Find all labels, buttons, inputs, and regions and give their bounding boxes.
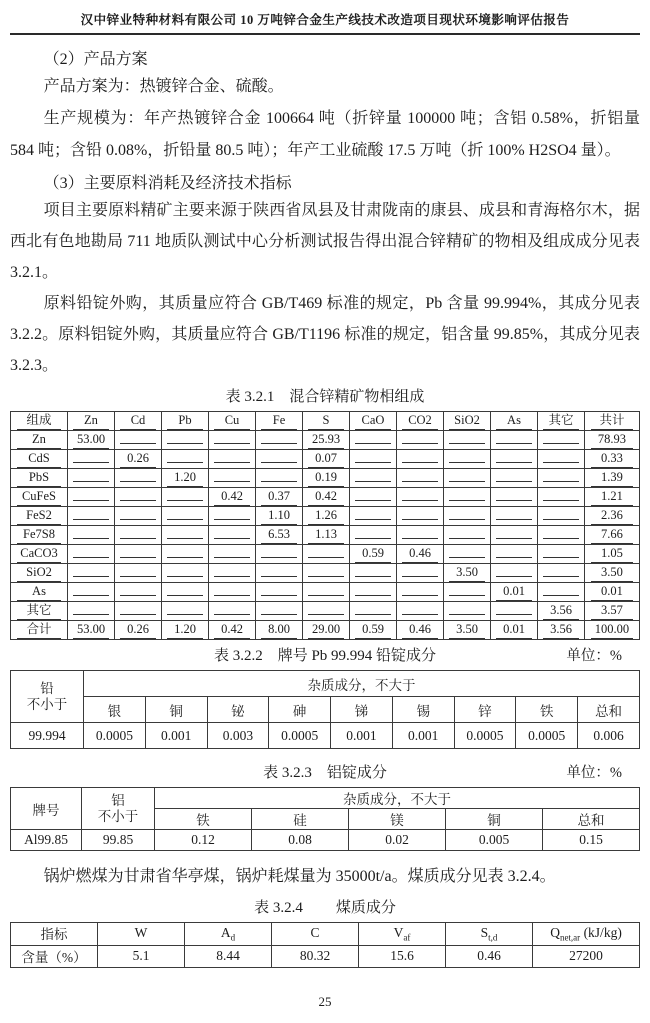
table-cell: CuFeS	[11, 488, 68, 507]
table-caption-title: 混合锌精矿物相组成	[289, 389, 425, 405]
table-cell	[209, 507, 256, 526]
header-cell: As	[491, 412, 538, 431]
table-cell	[68, 602, 115, 621]
table-cell	[256, 469, 303, 488]
table-cell: 100.00	[585, 621, 640, 640]
t322-col: 总和	[578, 697, 640, 723]
table-cell	[350, 526, 397, 545]
table-cell: 1.13	[303, 526, 350, 545]
header-cell: SiO2	[444, 412, 491, 431]
table-cell	[444, 545, 491, 564]
table-cell	[397, 526, 444, 545]
table-cell	[303, 602, 350, 621]
table-cell	[303, 583, 350, 602]
table-cell: 0.59	[350, 545, 397, 564]
table-cell	[256, 545, 303, 564]
t323-data-row	[11, 830, 640, 851]
table-caption-322	[10, 646, 640, 666]
table-cell	[491, 450, 538, 469]
table-cell	[209, 431, 256, 450]
table-cell	[350, 431, 397, 450]
table-cell: 3.56	[538, 621, 585, 640]
table-cell	[491, 564, 538, 583]
table-cell: 0.01	[585, 583, 640, 602]
table-cell	[209, 469, 256, 488]
table-cell: 0.42	[209, 621, 256, 640]
t322-col: 铁	[516, 697, 578, 723]
t323-col: 镁	[349, 809, 446, 830]
table-cell	[115, 488, 162, 507]
t322-cell: 0.0005	[269, 723, 331, 749]
table-cell	[491, 431, 538, 450]
header-cell: Fe	[256, 412, 303, 431]
t322-impurity-header: 杂质成分，不大于	[84, 671, 640, 697]
table-cell: 8.00	[256, 621, 303, 640]
t322-col: 铋	[207, 697, 269, 723]
table-cell	[115, 526, 162, 545]
header-cell: CO2	[397, 412, 444, 431]
table-row	[11, 488, 640, 507]
table-cell	[256, 431, 303, 450]
table-cell: 0.42	[209, 488, 256, 507]
table-cell	[115, 431, 162, 450]
t322-cell: 0.006	[578, 723, 640, 749]
table-cell	[256, 602, 303, 621]
table-cell	[256, 583, 303, 602]
table-cell	[397, 469, 444, 488]
t324-cell: 8.44	[185, 945, 272, 967]
header-cell: 其它	[538, 412, 585, 431]
table-caption-324	[10, 898, 640, 918]
table-cell	[444, 602, 491, 621]
table-cell: 0.01	[491, 583, 538, 602]
table-cell	[303, 545, 350, 564]
table-cell	[538, 564, 585, 583]
t324-column-headers	[11, 923, 640, 946]
table-cell: 0.01	[491, 621, 538, 640]
table-cell	[256, 450, 303, 469]
table-cell	[162, 602, 209, 621]
table-cell: 0.46	[397, 545, 444, 564]
table-cell	[350, 469, 397, 488]
table-cell	[538, 507, 585, 526]
t323-cell: 0.08	[252, 830, 349, 851]
table-cell	[444, 488, 491, 507]
table-cell: 0.19	[303, 469, 350, 488]
table-cell: As	[11, 583, 68, 602]
t323-cell: 0.005	[446, 830, 543, 851]
table-cell	[350, 507, 397, 526]
table-cell	[538, 583, 585, 602]
t322-cell: 0.0005	[516, 723, 578, 749]
table-caption-title: 牌号 Pb 99.994 铅锭成分	[277, 648, 437, 664]
t323-al-header: 铝 不小于	[82, 788, 155, 830]
table-cell	[115, 564, 162, 583]
table-cell	[209, 564, 256, 583]
t322-column-headers	[11, 697, 640, 723]
t324-col: $Q_{net,ar}$ (kJ/kg)	[533, 923, 640, 946]
table-cell	[538, 488, 585, 507]
table-cell: 53.00	[68, 621, 115, 640]
t323-col: 硅	[252, 809, 349, 830]
table-cell: 合计	[11, 621, 68, 640]
table-cell: 0.42	[303, 488, 350, 507]
t324-col: $V_{af}$	[359, 923, 446, 946]
table-cell: PbS	[11, 469, 68, 488]
table-cell: 1.05	[585, 545, 640, 564]
paragraph-product-plan: 产品方案为：热镀锌合金、硫酸。	[43, 78, 284, 95]
table-cell: 3.50	[444, 564, 491, 583]
t324-cell: 5.1	[98, 945, 185, 967]
table-cell	[162, 545, 209, 564]
t322-cell: 0.001	[392, 723, 454, 749]
t323-col: 铁	[155, 809, 252, 830]
table-cell: Zn	[11, 431, 68, 450]
header-cell: Zn	[68, 412, 115, 431]
table-cell	[115, 507, 162, 526]
table-row	[11, 507, 640, 526]
table-cell	[256, 564, 303, 583]
table-cell: 0.07	[303, 450, 350, 469]
table-cell	[491, 602, 538, 621]
table-cell: Fe7S8	[11, 526, 68, 545]
table-cell: 25.93	[303, 431, 350, 450]
table-cell: CdS	[11, 450, 68, 469]
t323-brand-header: 牌号	[11, 788, 82, 830]
header-cell: 共计	[585, 412, 640, 431]
table-cell	[162, 564, 209, 583]
table-cell	[444, 431, 491, 450]
table-cell	[350, 583, 397, 602]
table-cell: 0.37	[256, 488, 303, 507]
table-row	[11, 431, 640, 450]
table-row	[11, 469, 640, 488]
table-cell	[68, 564, 115, 583]
table-caption-321	[10, 387, 640, 407]
table-cell: 3.56	[538, 602, 585, 621]
header-cell: 组成	[11, 412, 68, 431]
table-row	[11, 526, 640, 545]
t322-data-row	[11, 723, 640, 749]
aluminum-ingot-table	[10, 787, 640, 851]
table-cell	[491, 469, 538, 488]
t324-cell: 0.46	[446, 945, 533, 967]
table-cell: 78.93	[585, 431, 640, 450]
table-cell	[209, 545, 256, 564]
t322-cell: 0.001	[331, 723, 393, 749]
header-cell: S	[303, 412, 350, 431]
table-cell: 0.33	[585, 450, 640, 469]
t324-col: W	[98, 923, 185, 946]
t322-col: 铜	[145, 697, 207, 723]
t323-impurity-header: 杂质成分，不大于	[155, 788, 640, 809]
unit-label: 单位：%	[566, 648, 622, 664]
lead-ingot-table	[10, 670, 640, 749]
t324-col: C	[272, 923, 359, 946]
table-cell: 1.10	[256, 507, 303, 526]
t322-col: 银	[84, 697, 146, 723]
zinc-phase-table	[10, 411, 640, 640]
table-cell: 2.36	[585, 507, 640, 526]
table-cell	[444, 469, 491, 488]
table-cell	[444, 583, 491, 602]
table-cell	[303, 564, 350, 583]
table-cell	[538, 469, 585, 488]
table-row	[11, 602, 640, 621]
table-cell	[162, 583, 209, 602]
header-cell: Cd	[115, 412, 162, 431]
t324-cell: 15.6	[359, 945, 446, 967]
table-cell	[397, 488, 444, 507]
t324-cell: 80.32	[272, 945, 359, 967]
table-cell	[350, 488, 397, 507]
table-cell	[350, 602, 397, 621]
table-cell	[162, 431, 209, 450]
header-cell: Pb	[162, 412, 209, 431]
section-heading-materials: （3）主要原料消耗及经济技术指标	[43, 175, 292, 192]
table-cell	[538, 526, 585, 545]
table-header-row	[11, 412, 640, 431]
table-cell	[68, 526, 115, 545]
table-cell	[68, 469, 115, 488]
table-caption-323	[10, 763, 640, 783]
table-caption-title: 铝锭成分	[326, 765, 387, 781]
table-cell: SiO2	[11, 564, 68, 583]
table-cell	[115, 469, 162, 488]
t324-cell: 含量（%）	[11, 945, 98, 967]
table-caption-title: 煤质成分	[335, 900, 396, 916]
table-cell	[209, 450, 256, 469]
table-cell	[115, 583, 162, 602]
t324-cell: 27200	[533, 945, 640, 967]
table-cell	[397, 450, 444, 469]
table-row	[11, 621, 640, 640]
table-cell	[209, 583, 256, 602]
table-cell	[68, 545, 115, 564]
table-row	[11, 583, 640, 602]
table-cell	[538, 545, 585, 564]
table-row	[11, 545, 640, 564]
table-cell	[209, 602, 256, 621]
table-caption-label: 表 3.2.3	[263, 765, 312, 781]
table-cell: CaCO3	[11, 545, 68, 564]
table-cell	[162, 507, 209, 526]
t323-col: 总和	[543, 809, 640, 830]
table-cell: 3.50	[585, 564, 640, 583]
t322-cell: 0.0005	[454, 723, 516, 749]
table-cell	[397, 564, 444, 583]
table-caption-label: 表 3.2.2	[213, 648, 263, 664]
table-cell	[68, 488, 115, 507]
t322-col: 锌	[454, 697, 516, 723]
table-cell	[115, 545, 162, 564]
table-cell	[444, 526, 491, 545]
table-cell	[444, 450, 491, 469]
t323-cell: 99.85	[82, 830, 155, 851]
t322-cell: 0.001	[145, 723, 207, 749]
paragraph-ore-source: 项目主要原料精矿主要来源于陕西省凤县及甘肃陇南的康县、成县和青海格尔木，据西北有色地勘局 711 地质队测试中心分析测试报告得出混合锌精矿的物相及组成成分见表 3.2.1。	[10, 202, 640, 281]
t322-cell: 0.0005	[84, 723, 146, 749]
t324-data-row	[11, 945, 640, 967]
table-cell	[68, 583, 115, 602]
table-cell	[350, 450, 397, 469]
table-cell	[538, 450, 585, 469]
t322-col: 砷	[269, 697, 331, 723]
t323-col: 铜	[446, 809, 543, 830]
table-cell: 1.39	[585, 469, 640, 488]
table-caption-label: 表 3.2.4	[254, 900, 303, 916]
table-cell: 3.50	[444, 621, 491, 640]
t324-col: $S_{t,d}$	[446, 923, 533, 946]
table-cell	[68, 450, 115, 469]
paragraph-boiler-coal: 锅炉燃煤为甘肃省华亭煤，锅炉耗煤量为 35000t/a。煤质成分见表 3.2.4。	[43, 868, 556, 885]
coal-quality-table	[10, 922, 640, 968]
section-heading-products: （2）产品方案	[43, 51, 148, 68]
table-cell: 0.59	[350, 621, 397, 640]
t322-lead-header: 铅 不小于	[11, 671, 84, 723]
paragraph-ingot-purchase: 原料铅锭外购，其质量应符合 GB/T469 标准的规定，Pb 含量 99.994%，其成分见表 3.2.2。原料铝锭外购，其质量应符合 GB/T1196 标准的规定，铝含量 99.85%，其成分见表 3.2.3。	[10, 295, 640, 374]
t323-cell: 0.15	[543, 830, 640, 851]
table-cell	[162, 526, 209, 545]
table-cell: 0.26	[115, 450, 162, 469]
table-cell	[538, 431, 585, 450]
table-cell	[209, 526, 256, 545]
table-cell: 1.21	[585, 488, 640, 507]
table-row	[11, 450, 640, 469]
table-cell	[397, 507, 444, 526]
table-cell	[162, 488, 209, 507]
table-cell: 6.53	[256, 526, 303, 545]
table-cell: 0.46	[397, 621, 444, 640]
table-cell	[397, 583, 444, 602]
table-cell	[162, 450, 209, 469]
t322-col: 锡	[392, 697, 454, 723]
table-cell	[491, 507, 538, 526]
header-cell: Cu	[209, 412, 256, 431]
running-header: 汉中锌业特种材料有限公司 10 万吨锌合金生产线技术改造项目现状环境影响评估报告	[10, 8, 640, 35]
t324-col: 指标	[11, 923, 98, 946]
table-cell	[68, 507, 115, 526]
t322-col: 锑	[331, 697, 393, 723]
table-cell: FeS2	[11, 507, 68, 526]
table-cell	[115, 602, 162, 621]
table-row	[11, 564, 640, 583]
table-cell: 0.26	[115, 621, 162, 640]
t323-cell: Al99.85	[11, 830, 82, 851]
t324-col: $A_d$	[185, 923, 272, 946]
unit-label: 单位：%	[566, 765, 622, 781]
table-cell	[444, 507, 491, 526]
table-cell: 其它	[11, 602, 68, 621]
table-cell	[491, 488, 538, 507]
paragraph-production-scale: 生产规模为：年产热镀锌合金 100664 吨（折锌量 100000 吨；含铝 0.58%，折铝量 584 吨；含铅 0.08%，折铅量 80.5 吨）；年产工业硫酸 17.5 万吨（折 100% H2SO4 量）。	[10, 110, 640, 159]
table-cell: 53.00	[68, 431, 115, 450]
page-number: 25	[318, 993, 332, 1009]
table-cell: 1.20	[162, 469, 209, 488]
table-cell: 1.26	[303, 507, 350, 526]
table-cell	[397, 602, 444, 621]
t322-cell: 99.994	[11, 723, 84, 749]
table-cell: 1.20	[162, 621, 209, 640]
table-cell: 7.66	[585, 526, 640, 545]
table-caption-label: 表 3.2.1	[225, 389, 275, 405]
t323-cell: 0.12	[155, 830, 252, 851]
table-cell: 3.57	[585, 602, 640, 621]
t322-cell: 0.003	[207, 723, 269, 749]
table-cell	[491, 526, 538, 545]
header-cell: CaO	[350, 412, 397, 431]
table-cell: 29.00	[303, 621, 350, 640]
table-cell	[397, 431, 444, 450]
table-cell	[491, 545, 538, 564]
table-cell	[350, 564, 397, 583]
t323-cell: 0.02	[349, 830, 446, 851]
